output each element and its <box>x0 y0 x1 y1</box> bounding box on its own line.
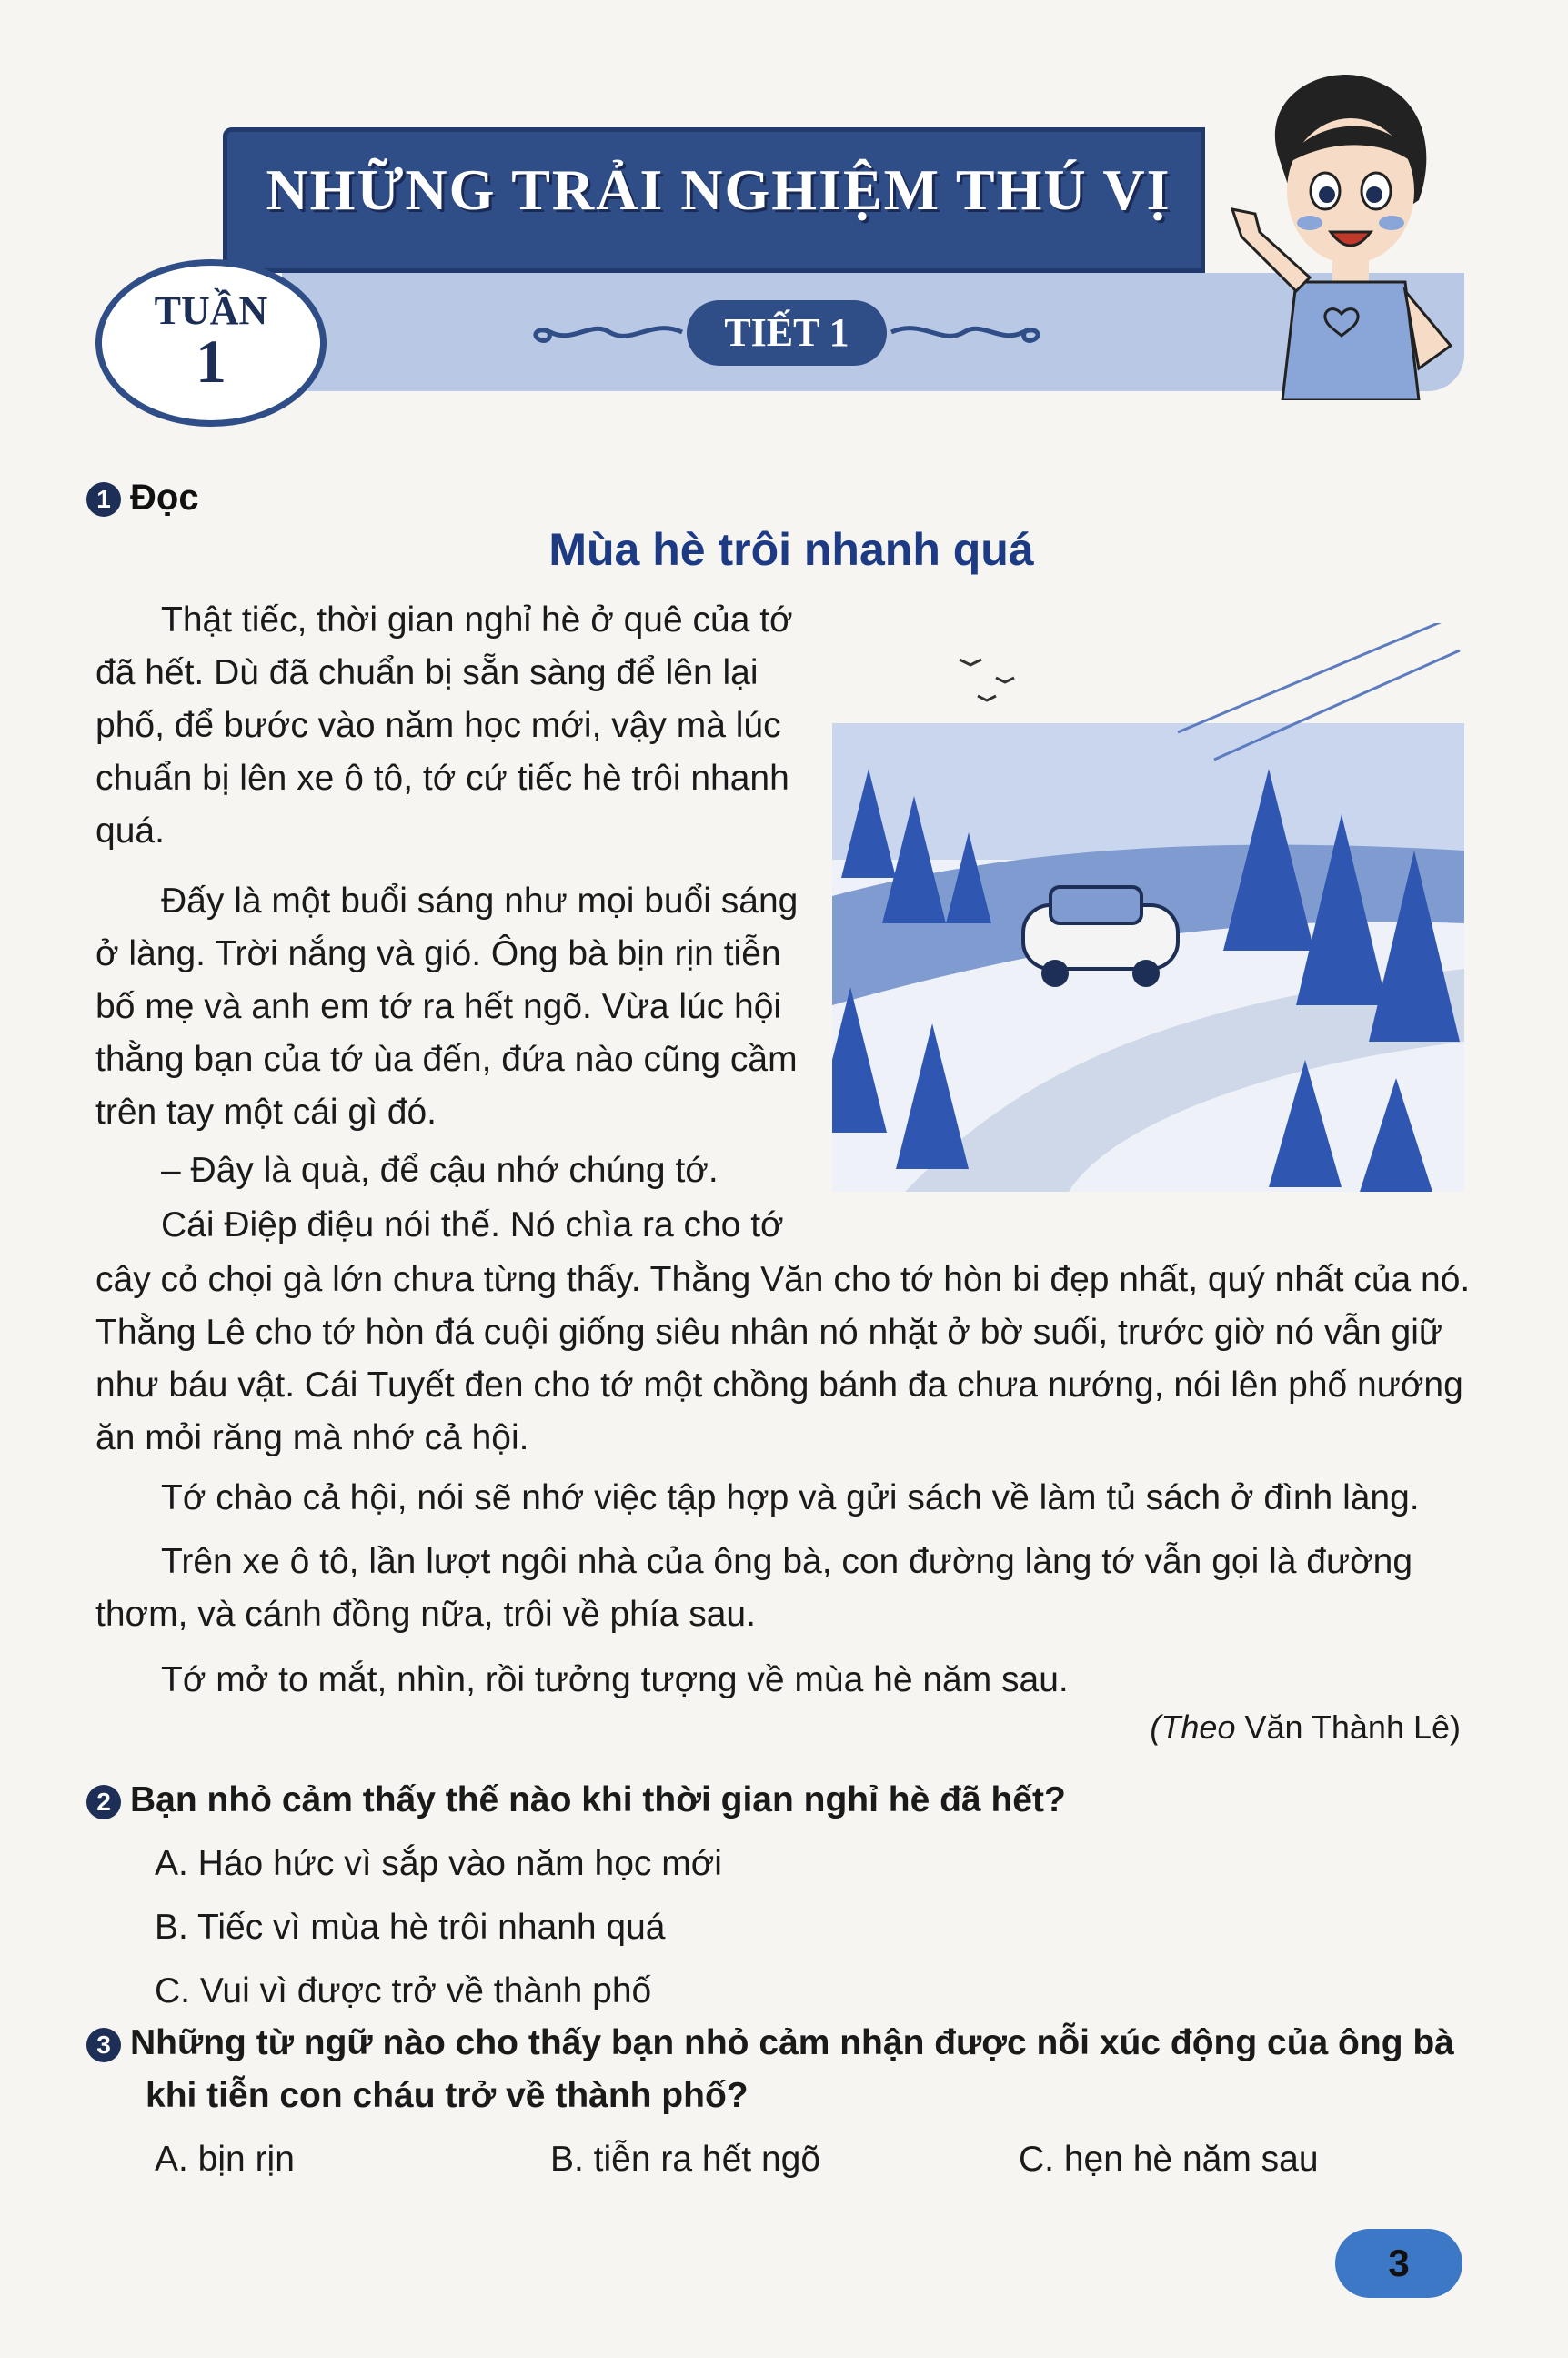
question-2-option-c[interactable]: C. Vui vì được trở về thành phố <box>155 1971 652 2010</box>
question-3-option-c[interactable]: C. hẹn hè năm sau <box>1019 2140 1319 2179</box>
section-number: 1 <box>86 482 121 517</box>
question-2-number: 2 <box>86 1785 121 1819</box>
credit-author: Văn Thành Lê) <box>1244 1708 1461 1746</box>
week-number: 1 <box>196 327 226 396</box>
credit-prefix: (Theo <box>1150 1708 1236 1746</box>
lesson-title: NHỮNG TRẢI NGHIỆM THÚ VỊ <box>266 157 1171 222</box>
girl-character-illustration <box>1223 55 1478 400</box>
paragraph-1: Thật tiếc, thời gian nghỉ hè ở quê của tớ đã hết. Dù đã chuẩn bị sẵn sàng để lên lại phố, để bước vào năm học mới, vậy mà lúc chuẩn bị lên xe ô tô, tớ cứ tiếc hè trôi nhanh quá. <box>95 600 793 851</box>
paragraph-4: Cái Điệp điệu nói thế. Nó chìa ra cho tớ <box>161 1205 784 1244</box>
paragraph-6: Tớ chào cả hội, nói sẽ nhớ việc tập hợp và gửi sách về làm tủ sách ở đình làng. <box>161 1478 1420 1517</box>
reading-section-heading <box>86 478 199 519</box>
week-label: TUẦN <box>154 288 268 333</box>
paragraph-8: Tớ mở to mắt, nhìn, rồi tưởng tượng về mùa hè năm sau. <box>161 1660 1069 1699</box>
right-flourish-icon <box>887 309 1050 355</box>
left-flourish-icon <box>523 309 687 355</box>
question-2 <box>86 1774 1469 1827</box>
paragraph-5: cây cỏ chọi gà lớn chưa từng thấy. Thằng Văn cho tớ hòn bi đẹp nhất, quý nhất của nó. Thằng Lê cho tớ hòn đá cuội giống siêu nhân nó nhặt ở bờ suối, trước giờ nó vẫn giữ như báu vật. Cái Tuyết đen cho tớ một chồng bánh đa chưa nướng, nói lên phố nướng ăn mỏi răng mà nhớ cả hội. <box>95 1260 1471 1457</box>
story-credit <box>1150 1708 1461 1747</box>
paragraph-2: Đấy là một buổi sáng như mọi buổi sáng ở làng. Trời nắng và gió. Ông bà bịn rịn tiễn bố mẹ và anh em tớ ra hết ngõ. Vừa lúc hội thằng bạn của tớ ùa đến, đứa nào cũng cầm trên tay một cái gì đó. <box>95 882 799 1132</box>
question-3-option-b[interactable]: B. tiễn ra hết ngõ <box>550 2140 821 2179</box>
question-3-text: Những từ ngữ nào cho thấy bạn nhỏ cảm nhận được nỗi xúc động của ông bà khi tiễn con cháu trở về thành phố? <box>130 2023 1454 2115</box>
car-road-illustration <box>832 623 1464 1192</box>
page-number: 3 <box>1335 2229 1462 2298</box>
question-3-option-a[interactable]: A. bịn rịn <box>155 2140 295 2179</box>
section-label: Đọc <box>130 478 199 518</box>
question-2-option-a[interactable]: A. Háo hức vì sắp vào năm học mới <box>155 1844 722 1883</box>
question-3-number: 3 <box>86 2028 121 2062</box>
week-badge <box>95 259 327 427</box>
question-2-option-b[interactable]: B. Tiếc vì mùa hè trôi nhanh quá <box>155 1908 666 1947</box>
question-2-text: Bạn nhỏ cảm thấy thế nào khi thời gian nghỉ hè đã hết? <box>130 1780 1066 1819</box>
period-label: TIẾT 1 <box>687 300 887 366</box>
paragraph-3: – Đây là quà, để cậu nhớ chúng tớ. <box>161 1151 719 1190</box>
story-title: Mùa hè trôi nhanh quá <box>548 524 1034 575</box>
question-3 <box>86 2017 1483 2122</box>
paragraph-7: Trên xe ô tô, lần lượt ngôi nhà của ông bà, con đường làng tớ vẫn gọi là đường thơm, và cánh đồng nữa, trôi về phía sau. <box>95 1542 1413 1634</box>
